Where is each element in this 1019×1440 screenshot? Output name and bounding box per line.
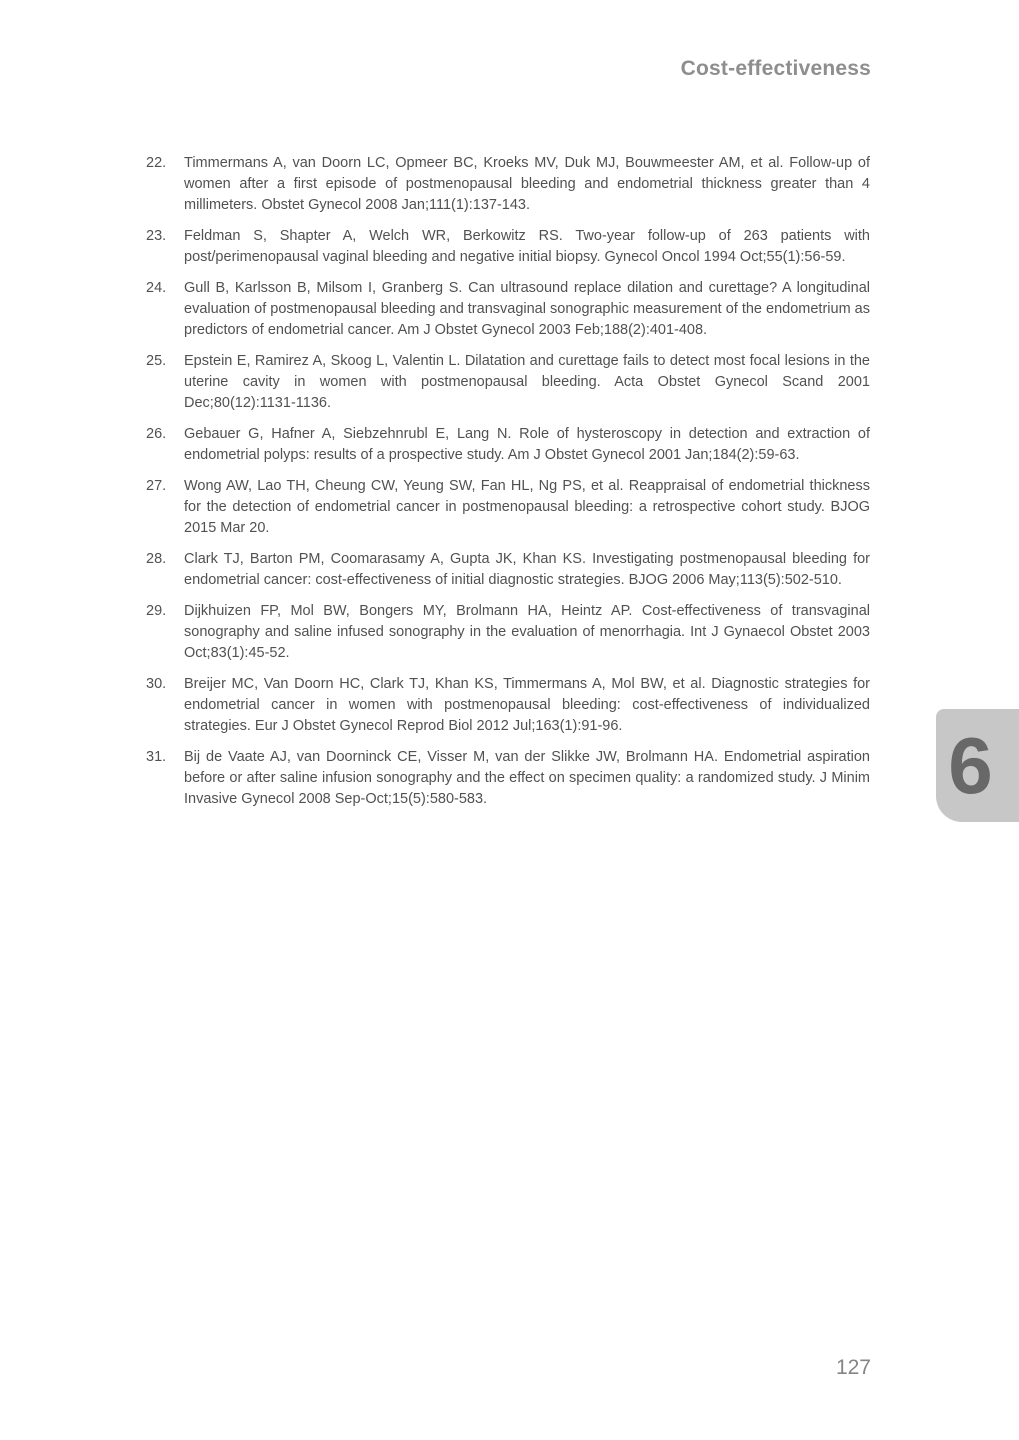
reference-item — [146, 601, 870, 664]
reference-item — [146, 674, 870, 737]
reference-number: 27. — [146, 478, 167, 494]
reference-text: Gull B, Karlsson B, Milsom I, Granberg S. Can ultrasound replace dilation and curettage? A longitudinal evaluation of postmenopausal bleeding and transvaginal sonographic measurement of the endometrium as predictors of endometrial cancer. Am J Obstet Gynecol 2003 Feb;188(2):401-408. — [184, 280, 870, 338]
reference-number: 26. — [146, 426, 167, 442]
reference-number: 29. — [146, 603, 167, 619]
reference-text: Feldman S, Shapter A, Welch WR, Berkowitz RS. Two-year follow-up of 263 patients with post/perimenopausal vaginal bleeding and negative initial biopsy. Gynecol Oncol 1994 Oct;55(1):56-59. — [184, 228, 870, 265]
reference-number: 28. — [146, 551, 167, 567]
chapter-tab — [936, 709, 1019, 822]
reference-number: 23. — [146, 228, 167, 244]
reference-text: Breijer MC, Van Doorn HC, Clark TJ, Khan KS, Timmermans A, Mol BW, et al. Diagnostic strategies for endometrial cancer in women with postmenopausal bleeding: cost-effectiveness of individualized strategies. Eur J Obstet Gynecol Reprod Biol 2012 Jul;163(1):91-96. — [184, 676, 870, 734]
reference-text: Timmermans A, van Doorn LC, Opmeer BC, Kroeks MV, Duk MJ, Bouwmeester AM, et al. Follow-up of women after a first episode of postmenopausal bleeding and endometrial thickness greater than 4 millimeters. Obstet Gynecol 2008 Jan;111(1):137-143. — [184, 155, 870, 213]
reference-number: 31. — [146, 749, 167, 765]
reference-number: 25. — [146, 353, 167, 369]
chapter-number: 6 — [948, 720, 993, 810]
page-number: 127 — [835, 1356, 871, 1379]
reference-text: Gebauer G, Hafner A, Siebzehnrubl E, Lang N. Role of hysteroscopy in detection and extraction of endometrial polyps: results of a prospective study. Am J Obstet Gynecol 2001 Jan;184(2):59-63. — [184, 426, 870, 463]
reference-item — [146, 476, 870, 539]
reference-item — [146, 351, 870, 414]
reference-text: Dijkhuizen FP, Mol BW, Bongers MY, Brolmann HA, Heintz AP. Cost-effectiveness of transvaginal sonography and saline infused sonography in the evaluation of menorrhagia. Int J Gynaecol Obstet 2003 Oct;83(1):45-52. — [184, 603, 870, 661]
reference-number: 30. — [146, 676, 167, 692]
reference-item — [146, 549, 870, 591]
reference-number: 24. — [146, 280, 167, 296]
reference-text: Epstein E, Ramirez A, Skoog L, Valentin L. Dilatation and curettage fails to detect most focal lesions in the uterine cavity in women with postmenopausal bleeding. Acta Obstet Gynecol Scand 2001 Dec;80(12):1131-1136. — [184, 353, 870, 411]
reference-item — [146, 278, 870, 341]
reference-text: Wong AW, Lao TH, Cheung CW, Yeung SW, Fan HL, Ng PS, et al. Reappraisal of endometrial thickness for the detection of endometrial cancer in postmenopausal bleeding: a retrospective cohort study. BJOG 2015 Mar 20. — [184, 478, 870, 536]
reference-number: 22. — [146, 155, 167, 171]
reference-item — [146, 153, 870, 216]
reference-text: Bij de Vaate AJ, van Doorninck CE, Visser M, van der Slikke JW, Brolmann HA. Endometrial aspiration before or after saline infusion sonography and the effect on specimen quality: a randomized study. J Minim Invasive Gynecol 2008 Sep-Oct;15(5):580-583. — [184, 749, 870, 807]
reference-item — [146, 424, 870, 466]
reference-text: Clark TJ, Barton PM, Coomarasamy A, Gupta JK, Khan KS. Investigating postmenopausal bleeding for endometrial cancer: cost-effectiveness of initial diagnostic strategies. BJOG 2006 May;113(5):502-510. — [184, 551, 870, 588]
running-header: Cost-effectiveness — [680, 57, 871, 80]
reference-list — [146, 153, 870, 820]
reference-item — [146, 747, 870, 810]
reference-item — [146, 226, 870, 268]
